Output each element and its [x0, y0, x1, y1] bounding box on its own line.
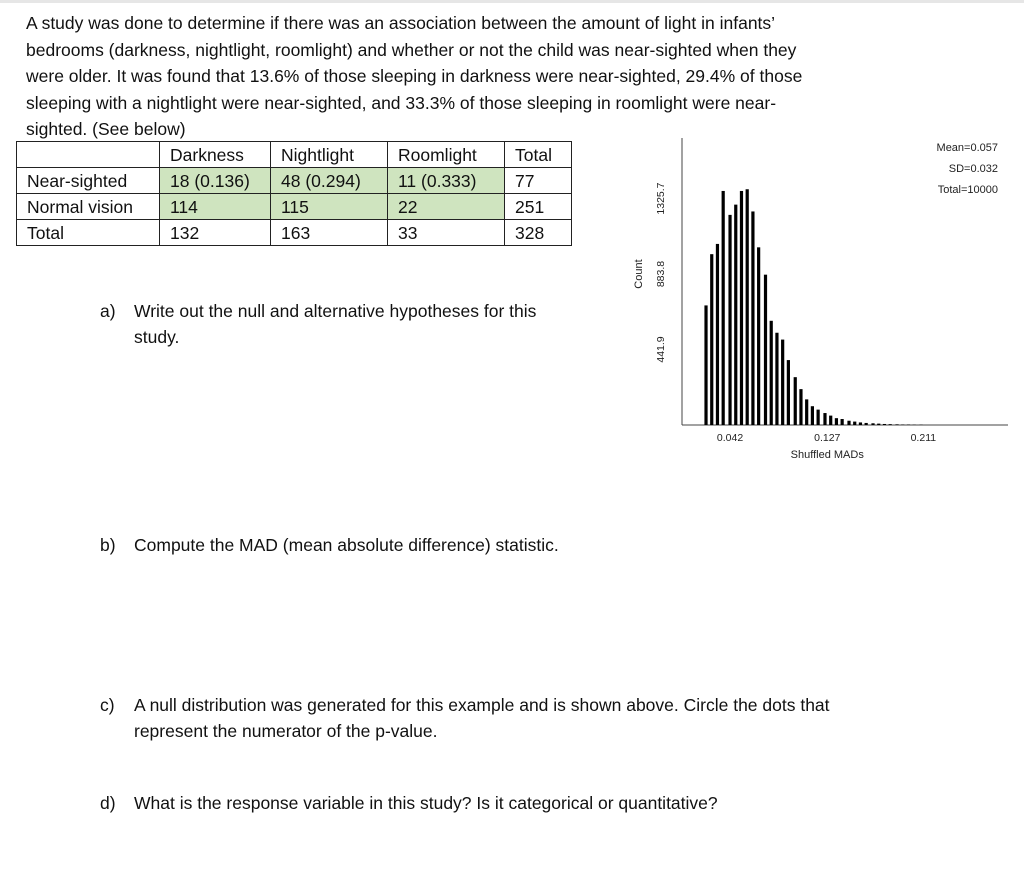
question-label: c): [100, 695, 115, 715]
plot-area: [633, 138, 1008, 461]
x-tick-label: 0.127: [814, 432, 841, 444]
x-tick-label: 0.211: [910, 432, 937, 444]
intro-line: A study was done to determine if there was an association between the amount of light in infants’: [26, 13, 776, 33]
table-cell: 251: [505, 194, 572, 220]
table-cell: 33: [388, 220, 505, 246]
histogram-bar: [901, 424, 904, 425]
table-cell: 18 (0.136): [160, 168, 271, 194]
y-tick-label: 1325.7: [655, 182, 667, 215]
chart-stat-label: Total=10000: [937, 184, 998, 196]
histogram-bar: [835, 418, 838, 425]
histogram-bar: [883, 424, 886, 425]
question-text: A null distribution was generated for this example and is shown above. Circle the dots that: [134, 695, 830, 715]
question-text: represent the numerator of the p-value.: [134, 721, 438, 741]
histogram-bar: [895, 424, 898, 425]
histogram-bar: [728, 215, 731, 425]
histogram-bar: [907, 424, 910, 425]
table-row-label: Normal vision: [17, 194, 160, 220]
y-tick-label: 441.9: [655, 336, 667, 363]
null-distribution-chart: [620, 130, 1015, 475]
table-row: [17, 168, 572, 194]
intro-paragraph: [26, 10, 936, 143]
table-header-cell: Darkness: [160, 142, 271, 168]
y-tick-label: 883.8: [655, 260, 667, 288]
table-header-row: [17, 142, 572, 168]
histogram-bar: [781, 340, 784, 425]
table-cell: 132: [160, 220, 271, 246]
histogram-bar: [722, 191, 725, 425]
question-text: Compute the MAD (mean absolute difference) statistic.: [134, 535, 559, 555]
histogram-bar: [877, 424, 880, 425]
intro-line: were older. It was found that 13.6% of those sleeping in darkness were near-sighted, 29.4% of those: [26, 66, 803, 86]
question-a: [100, 298, 536, 350]
table-cell: 328: [505, 220, 572, 246]
table-row: [17, 194, 572, 220]
table-header-cell: [17, 142, 160, 168]
histogram-bar: [710, 254, 713, 425]
histogram-bar: [757, 247, 760, 425]
histogram-bar: [775, 333, 778, 425]
table-row-label: Near-sighted: [17, 168, 160, 194]
table-header-cell: Nightlight: [271, 142, 388, 168]
y-axis-title: Count: [633, 259, 645, 289]
question-label: a): [100, 301, 116, 321]
question-label: d): [100, 793, 116, 813]
question-text: What is the response variable in this study? Is it categorical or quantitative?: [134, 793, 718, 813]
histogram-bar: [704, 305, 707, 425]
question-b: [100, 532, 559, 558]
question-label: b): [100, 535, 116, 555]
chart-stat-label: SD=0.032: [948, 163, 998, 175]
histogram-bar: [740, 191, 743, 425]
table-header-cell: Roomlight: [388, 142, 505, 168]
intro-line: sleeping with a nightlight were near-sighted, and 33.3% of those sleeping in roomlight were near-: [26, 92, 777, 113]
histogram-bar: [794, 377, 797, 425]
table-cell: 163: [271, 220, 388, 246]
question-d: [100, 790, 718, 816]
histogram-bar: [823, 413, 826, 425]
histogram-bar: [865, 423, 868, 425]
histogram-bar: [770, 321, 773, 425]
table-header-cell: Total: [505, 142, 572, 168]
table-cell: 48 (0.294): [271, 168, 388, 194]
table-cell: 22: [388, 194, 505, 220]
histogram-bar: [829, 416, 832, 425]
histogram-bar: [751, 211, 754, 425]
table-cell: 11 (0.333): [388, 168, 505, 194]
contingency-table: [16, 141, 572, 246]
histogram-bar: [734, 205, 737, 425]
intro-line: sighted. (See below): [26, 119, 186, 139]
top-rule: [0, 0, 1024, 3]
histogram-bar: [805, 399, 808, 425]
histogram-bar: [847, 421, 850, 425]
histogram-bar: [764, 275, 767, 425]
histogram-bar: [871, 423, 874, 425]
table-cell: 77: [505, 168, 572, 194]
histogram-bar: [841, 419, 844, 425]
question-c: [100, 692, 830, 744]
question-text: Write out the null and alternative hypotheses for this: [134, 301, 537, 321]
table-cell: 114: [160, 194, 271, 220]
table-cell: 115: [271, 194, 388, 220]
histogram-bar: [811, 406, 814, 425]
x-tick-label: 0.042: [716, 432, 744, 444]
histogram-bar: [853, 422, 856, 425]
histogram-bar: [799, 389, 802, 425]
table-row-label: Total: [17, 220, 160, 246]
histogram-bar: [817, 410, 820, 425]
histogram-bar: [746, 189, 749, 425]
histogram-bar: [859, 422, 862, 425]
question-text: study.: [134, 327, 180, 347]
chart-stat-label: Mean=0.057: [936, 142, 998, 154]
histogram-bar: [889, 424, 892, 425]
intro-line: bedrooms (darkness, nightlight, roomlight) and whether or not the child was near-sighted when they: [26, 39, 797, 60]
histogram-bar: [787, 360, 790, 425]
table-row: [17, 220, 572, 246]
x-axis-title: Shuffled MADs: [790, 449, 864, 461]
histogram-bar: [716, 244, 719, 425]
